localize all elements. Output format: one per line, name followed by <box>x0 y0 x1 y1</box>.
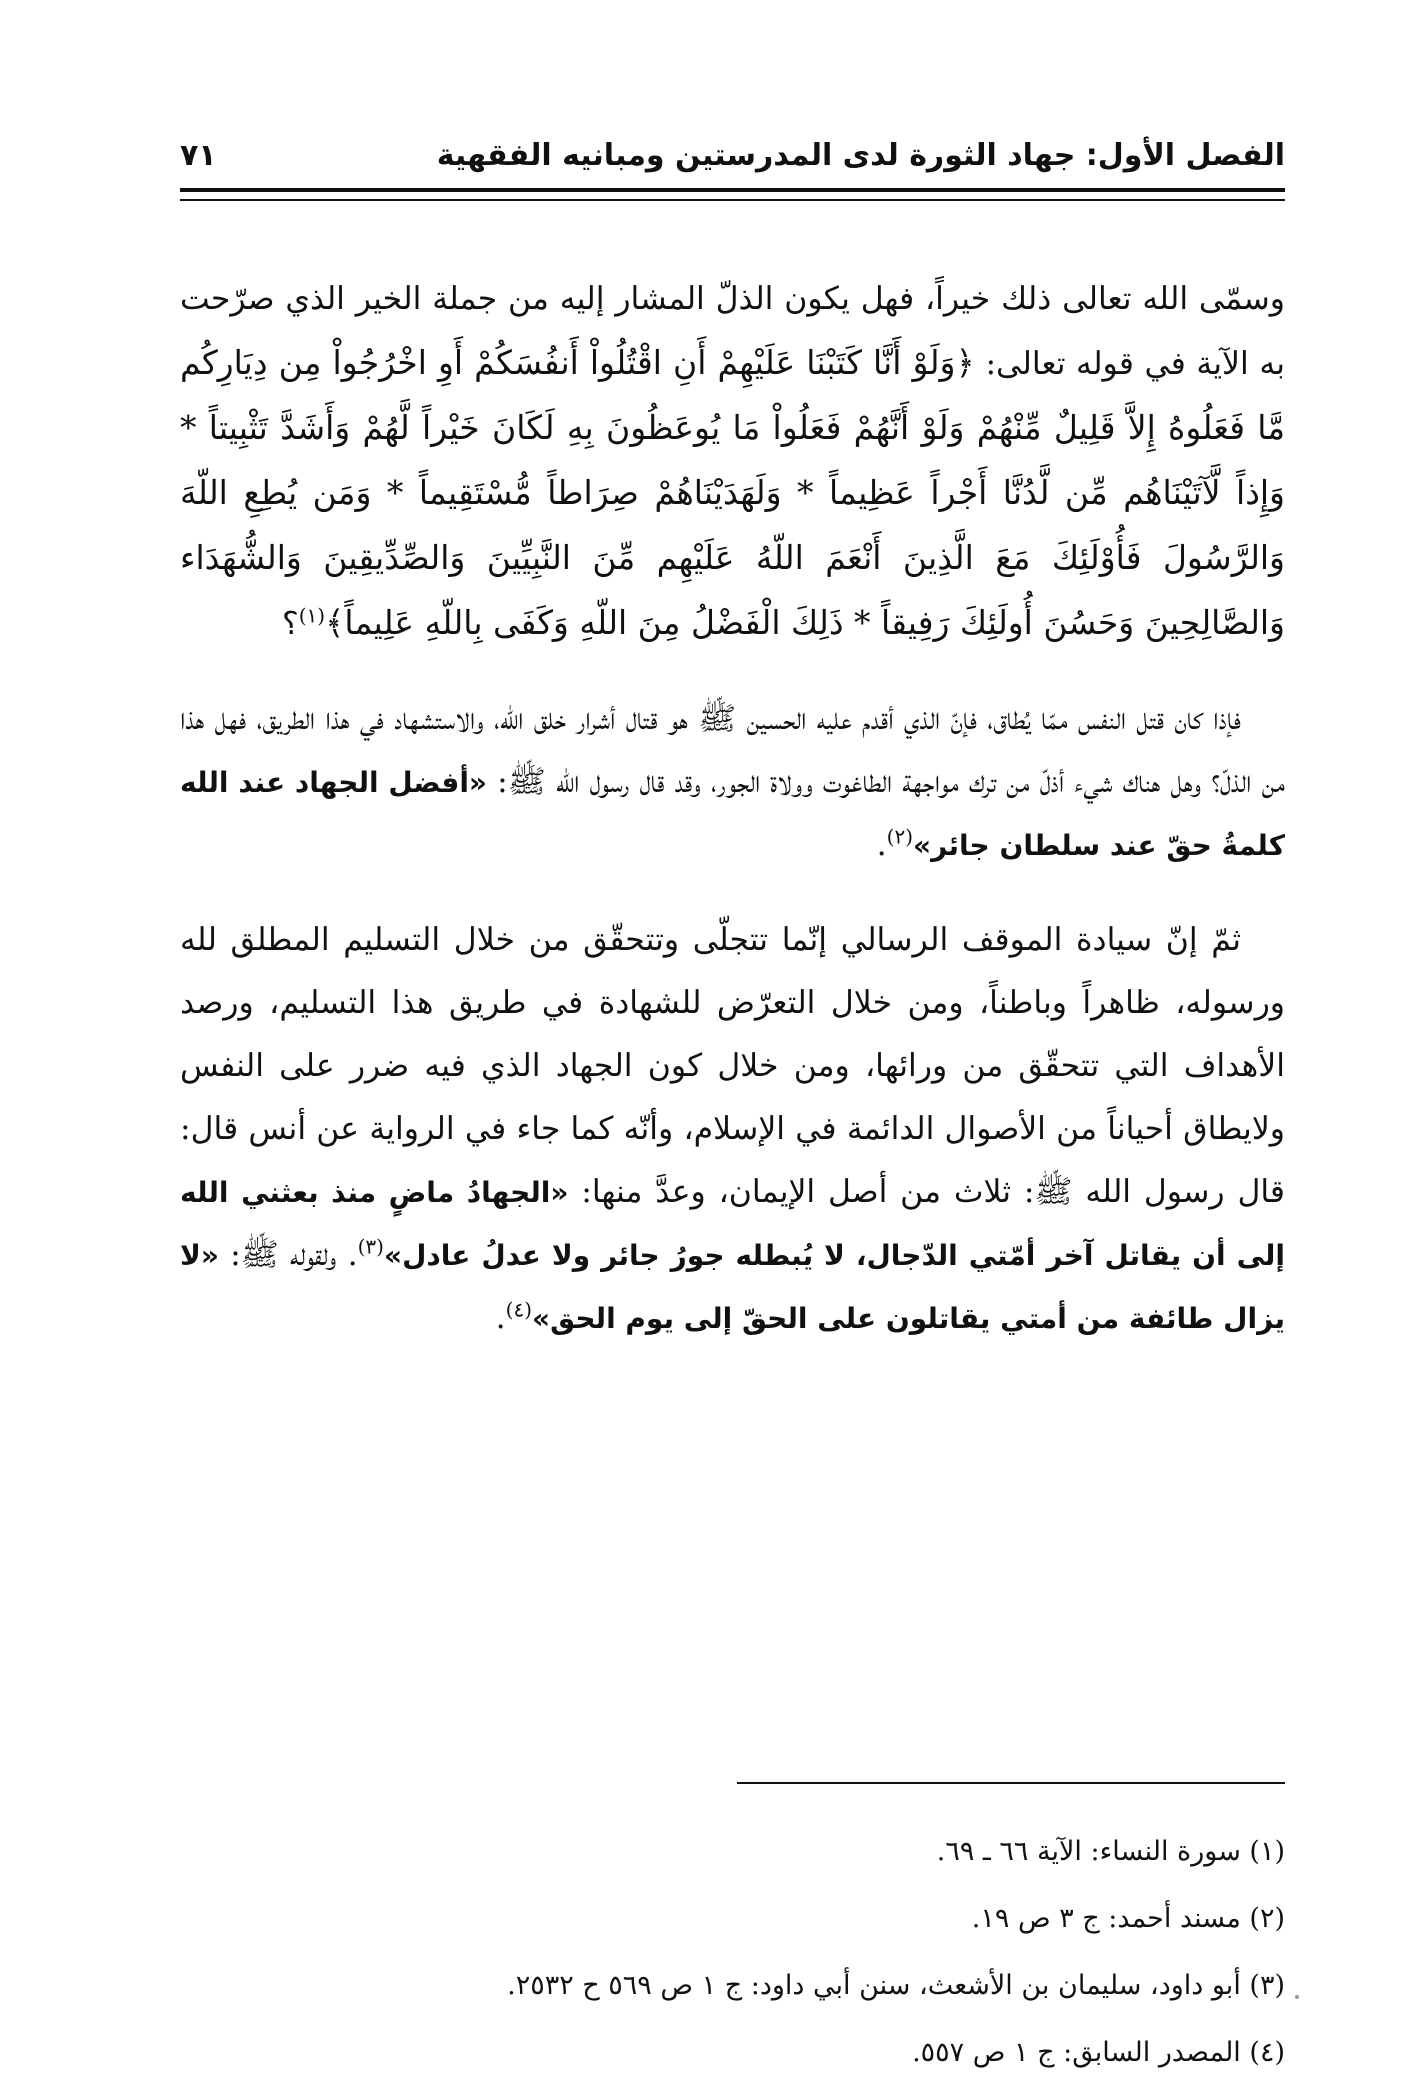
paragraph-3-text: ثمّ إنّ سيادة الموقف الرسالي إنّما تتجلّى وتتحقّق من خلال التسليم المطلق لله ورسوله، ظاهراً وباطناً، ومن خلال التعرّض للشهادة في طريق هذا التسليم، ورصد الأهداف التي تتحقّق من ورائها، ومن خلال كون الجهاد الذي فيه ضرر على النفس ولايطاق أحياناً من الأصوال الدائمة في الإسلام، وأنّه كما جاء في الرواية عن أنس قال: قال رسول الله ﷺ: ثلاث من أصل الإيمان، وعدَّ منها: <box>180 922 1285 1210</box>
footnotes <box>180 1828 1285 2096</box>
footnote-1: (١) سورة النساء: الآية ٦٦ ـ ٦٩. <box>936 1836 1285 1867</box>
quran-verse: ﴿وَلَوْ أَنَّا كَتَبْنَا عَلَيْهِمْ أَنِ اقْتُلُواْ أَنفُسَكُمْ أَوِ اخْرُجُواْ مِن دِيَارِكُم مَّا فَعَلُوهُ إِلاَّ قَلِيلٌ مِّنْهُمْ وَلَوْ أَنَّهُمْ فَعَلُواْ مَا يُوعَظُونَ بِهِ لَكَانَ خَيْراً لَّهُمْ وَأَشَدَّ تَثْبِيتاً * وَإِذاً لَّآتَيْنَاهُم مِّن لَّدُنَّا أَجْراً عَظِيماً * وَلَهَدَيْنَاهُمْ صِرَاطاً مُّسْتَقِيماً * وَمَن يُطِعِ اللّهَ وَالرَّسُولَ فَأُوْلَئِكَ مَعَ الَّذِينَ أَنْعَمَ اللّهُ عَلَيْهِم مِّنَ النَّبِيِّينَ وَالصِّدِّيقِينَ وَالشُّهَدَاء وَالصَّالِحِينَ وَحَسُنَ أُولَئِكَ رَفِيقاً * ذَلِكَ الْفَضْلُ مِنَ اللّهِ وَكَفَى بِاللّهِ عَلِيماً﴾ <box>180 343 1285 642</box>
paragraph-1 <box>180 268 1285 656</box>
hadith-quote-2: «الجهادُ ماضٍ منذ بعثني الله إلى أن يقاتل آخر أمّتي الدّجال، لا يُبطله جورُ جائر ولا عدلُ عادل» <box>180 1176 1286 1272</box>
header-rule-thick <box>180 188 1285 192</box>
footnote-separator <box>737 1782 1285 1784</box>
hadith-quote-1: «أفضل الجهاد عند الله كلمةُ حقّ عند سلطان جائر» <box>180 766 1285 862</box>
footnote-ref-4: (٤) <box>505 1297 533 1322</box>
chapter-title: الفصل الأول: جهاد الثورة لدى المدرستين ومبانيه الفقهية <box>436 137 1285 173</box>
footnote-ref-1: (١) <box>298 603 326 628</box>
paragraph-1-text: وسمّى الله تعالى ذلك خيراً، فهل يكون الذلّ المشار إليه من جملة الخير الذي صرّحت به الآية في قوله تعالى: <box>180 281 1285 382</box>
page-number: ٧١ <box>180 137 217 173</box>
paragraph-3-mid: . ولقوله ﷺ: <box>218 1237 358 1273</box>
paragraph-3-end: . <box>495 1300 506 1336</box>
scan-speck <box>1295 1995 1299 1999</box>
paragraph-2-end: . <box>876 827 887 863</box>
footnote-ref-2: (٢) <box>886 824 914 849</box>
footnote-4: (٤) المصدر السابق: ج ١ ص ٥٥٧. <box>912 2037 1285 2068</box>
paragraph-2-text: فإذا كان قتل النفس ممّا يُطاق، فإنّ الذي أقدم عليه الحسين ﷺ هو قتال أشرار خلق الله، والاستشهاد في هذا الطريق، فهل هذا من الذلّ؟ وهل هناك شيء أذلّ من ترك مواجهة الطاغوت وولاة الجور، وقد قال رسول الله ﷺ: <box>180 701 1285 800</box>
paragraph-3 <box>180 909 1285 1350</box>
footnote-3: (٣) أبو داود، سليمان بن الأشعث، سنن أبي داود: ج ١ ص ٥٦٩ ح ٢٥٣٢. <box>507 1970 1285 2001</box>
footnote-ref-3: (٣) <box>357 1234 384 1259</box>
running-header <box>180 130 1285 180</box>
hadith-quote-3: «لا يزال طائفة من أمتي يقاتلون على الحقّ إلى يوم الحق» <box>180 1239 1285 1335</box>
header-rule-thin <box>180 199 1285 201</box>
main-text <box>180 268 1285 1382</box>
footnote-2: (٢) مسند أحمد: ج ٣ ص ١٩. <box>971 1903 1285 1934</box>
paragraph-1-end: ؟ <box>281 606 299 642</box>
paragraph-2 <box>180 688 1285 877</box>
